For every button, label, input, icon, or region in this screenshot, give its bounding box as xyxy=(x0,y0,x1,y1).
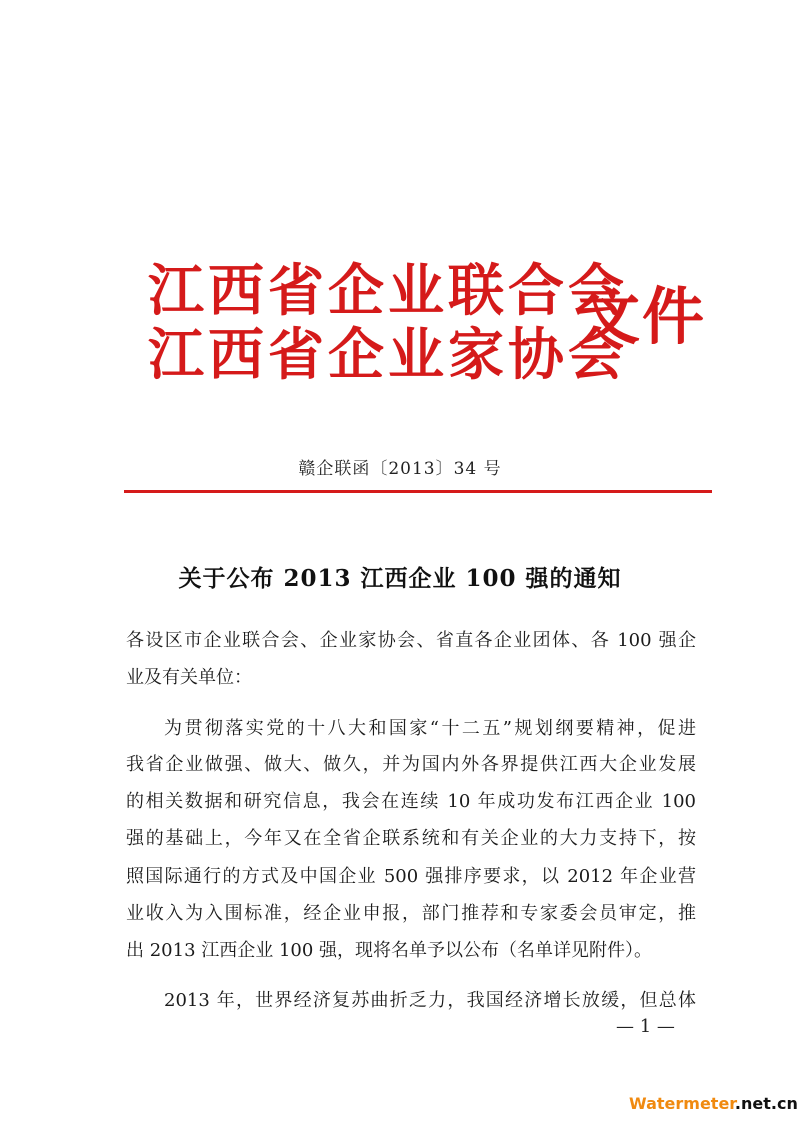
paragraph-line: 我省企业做强、做大、做久，并为国内外各界提供江西大企业发展 xyxy=(126,754,696,775)
salutation-line: 业及有关单位： xyxy=(126,667,252,688)
paragraph-line: 为贯彻落实党的十八大和国家“十二五”规划纲要精神，促进 xyxy=(164,718,696,739)
paragraph-line: 强的基础上，今年又在全省企联系统和有关企业的大力支持下，按 xyxy=(126,828,696,849)
paragraph-line: 出 2013 江西企业 100 强，现将名单予以公布（名单详见附件）。 xyxy=(126,940,653,961)
paragraph-line: 的相关数据和研究信息，我会在连续 10 年成功发布江西企业 100 xyxy=(126,791,696,812)
document-type-label: 文件 xyxy=(578,280,707,353)
issuing-org-line-2: 江西省企业家协会 xyxy=(148,323,628,388)
salutation-line: 各设区市企业联合会、企业家协会、省直各企业团体、各 100 强企 xyxy=(126,630,697,651)
paragraph-line: 业收入为入围标准，经企业申报，部门推荐和专家委会员审定，推 xyxy=(126,903,696,924)
watermark-brand: Watermeter xyxy=(629,1094,735,1113)
watermark-domain: .net.cn xyxy=(734,1094,798,1113)
notice-title: 关于公布 2013 江西企业 100 强的通知 xyxy=(178,565,622,592)
page-number: — 1 — xyxy=(616,1016,675,1037)
document-number: 赣企联函〔2013〕34 号 xyxy=(298,459,502,479)
paragraph-line: 2013 年，世界经济复苏曲折乏力，我国经济增长放缓，但总体 xyxy=(164,990,696,1011)
red-divider-line xyxy=(124,490,712,493)
site-watermark xyxy=(629,1094,798,1113)
issuing-org-line-1: 江西省企业联合会 xyxy=(148,259,628,324)
paragraph-line: 照国际通行的方式及中国企业 500 强排序要求，以 2012 年企业营 xyxy=(126,866,696,887)
